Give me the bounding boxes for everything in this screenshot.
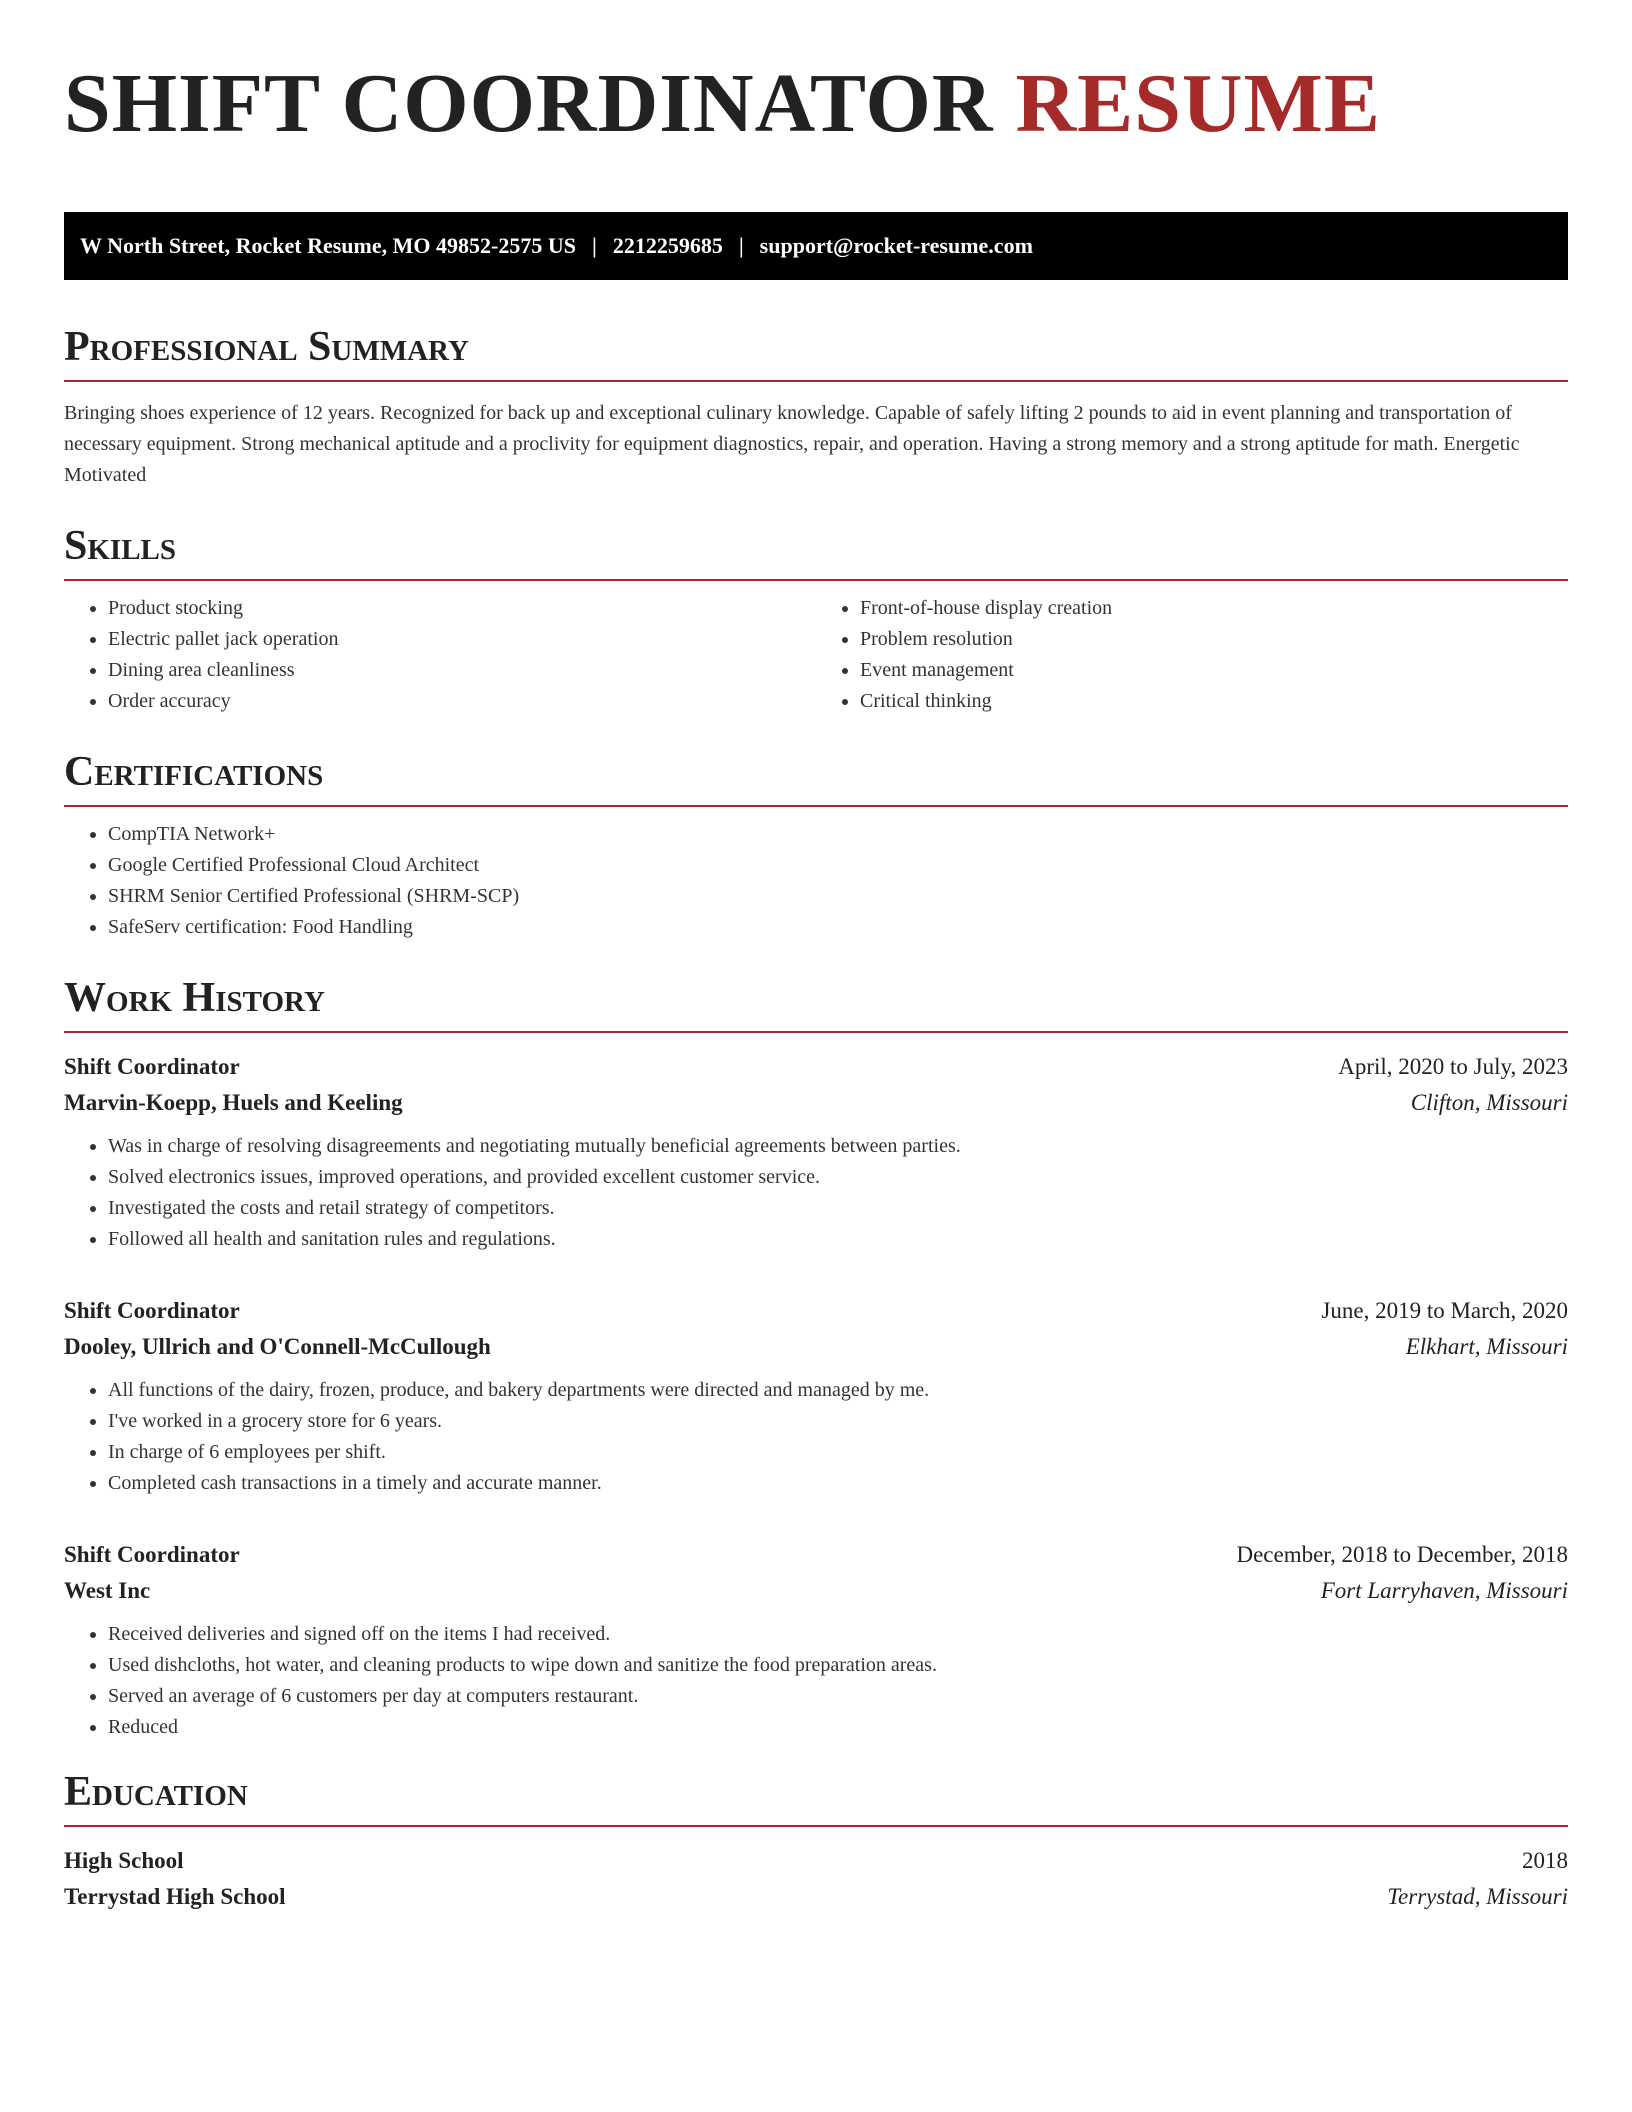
list-item: • Solved electronics issues, improved operations, and provided excellent customer service. (108, 1162, 1568, 1193)
list-item: • SafeServ certification: Food Handling (108, 912, 1568, 943)
education-section (64, 1771, 1568, 1915)
section-heading: Work History (64, 977, 1568, 1033)
title-main: SHIFT COORDINATOR (64, 57, 994, 150)
work-history-section (64, 977, 1568, 1743)
job-entry (64, 1537, 1568, 1743)
summary-text: Bringing shoes experience of 12 years. Recognized for back up and exceptional culinary knowledge. Capable of safely lifting 2 pounds to aid in event planning and transportation of necessary equipment. Strong mechanical aptitude and a proclivity for equipment diagnostics, repair, and operation. Having a strong memory and a strong aptitude for math. Energetic Motivated (64, 402, 1520, 486)
summary-section (64, 326, 1568, 491)
list-item: • Dining area cleanliness (108, 655, 816, 686)
title-accent: RESUME (1015, 57, 1381, 150)
list-item: • Was in charge of resolving disagreements and negotiating mutually beneficial agreements between parties. (108, 1131, 1568, 1162)
job-location: Clifton, Missouri (1410, 1090, 1568, 1115)
job-company: Dooley, Ullrich and O'Connell-McCullough (64, 1334, 491, 1359)
certifications-section (64, 751, 1568, 943)
job-location: Fort Larryhaven, Missouri (1320, 1578, 1568, 1603)
section-heading: Certifications (64, 751, 1568, 807)
list-item: • Critical thinking (860, 686, 1568, 717)
list-item: • CompTIA Network+ (108, 819, 1568, 850)
job-title: Shift Coordinator (64, 1054, 240, 1079)
job-bullets (64, 1619, 1568, 1743)
list-item: • Problem resolution (860, 624, 1568, 655)
education-degree: High School (64, 1848, 184, 1873)
skills-list-right (816, 593, 1568, 717)
list-item: • Served an average of 6 customers per day at computers restaurant. (108, 1681, 1568, 1712)
education-year: 2018 (1522, 1848, 1568, 1873)
contact-separator: | (738, 233, 744, 258)
job-bullets (64, 1131, 1568, 1255)
list-item: • All functions of the dairy, frozen, produce, and bakery departments were directed and managed by me. (108, 1375, 1568, 1406)
job-entry (64, 1049, 1568, 1255)
list-item: • Completed cash transactions in a timely and accurate manner. (108, 1468, 1568, 1499)
job-dates: April, 2020 to July, 2023 (1338, 1054, 1568, 1079)
contact-bar (64, 212, 1568, 280)
education-location: Terrystad, Missouri (1387, 1884, 1568, 1909)
job-dates: December, 2018 to December, 2018 (1236, 1542, 1568, 1567)
section-heading: Skills (64, 525, 1568, 581)
list-item: • Investigated the costs and retail strategy of competitors. (108, 1193, 1568, 1224)
list-item: • Followed all health and sanitation rules and regulations. (108, 1224, 1568, 1255)
contact-separator: | (591, 233, 597, 258)
list-item: • Order accuracy (108, 686, 816, 717)
list-item: • Electric pallet jack operation (108, 624, 816, 655)
list-item: • Front-of-house display creation (860, 593, 1568, 624)
contact-address: W North Street, Rocket Resume, MO 49852-2575 US (80, 233, 576, 258)
job-title: Shift Coordinator (64, 1298, 240, 1323)
job-bullets (64, 1375, 1568, 1499)
job-location: Elkhart, Missouri (1405, 1334, 1568, 1359)
education-school: Terrystad High School (64, 1884, 286, 1909)
section-heading: Education (64, 1771, 1568, 1827)
job-title: Shift Coordinator (64, 1542, 240, 1567)
list-item: • In charge of 6 employees per shift. (108, 1437, 1568, 1468)
skills-grid (64, 581, 1568, 717)
job-company: Marvin-Koepp, Huels and Keeling (64, 1090, 403, 1115)
job-entry (64, 1293, 1568, 1499)
contact-phone: 2212259685 (612, 233, 723, 258)
skills-list-left (64, 593, 816, 717)
education-entry (64, 1843, 1568, 1915)
certifications-list (64, 819, 1568, 943)
list-item: • Product stocking (108, 593, 816, 624)
list-item: • Google Certified Professional Cloud Architect (108, 850, 1568, 881)
list-item: • Used dishcloths, hot water, and cleaning products to wipe down and sanitize the food preparation areas. (108, 1650, 1568, 1681)
list-item: • SHRM Senior Certified Professional (SHRM-SCP) (108, 881, 1568, 912)
list-item: • Reduced (108, 1712, 1568, 1743)
resume-title (64, 56, 1568, 158)
list-item: • Received deliveries and signed off on the items I had received. (108, 1619, 1568, 1650)
contact-email: support@rocket-resume.com (759, 233, 1033, 258)
list-item: • I've worked in a grocery store for 6 years. (108, 1406, 1568, 1437)
list-item: • Event management (860, 655, 1568, 686)
job-dates: June, 2019 to March, 2020 (1321, 1298, 1568, 1323)
job-company: West Inc (64, 1578, 151, 1603)
skills-section (64, 525, 1568, 717)
section-heading: Professional Summary (64, 326, 1568, 382)
